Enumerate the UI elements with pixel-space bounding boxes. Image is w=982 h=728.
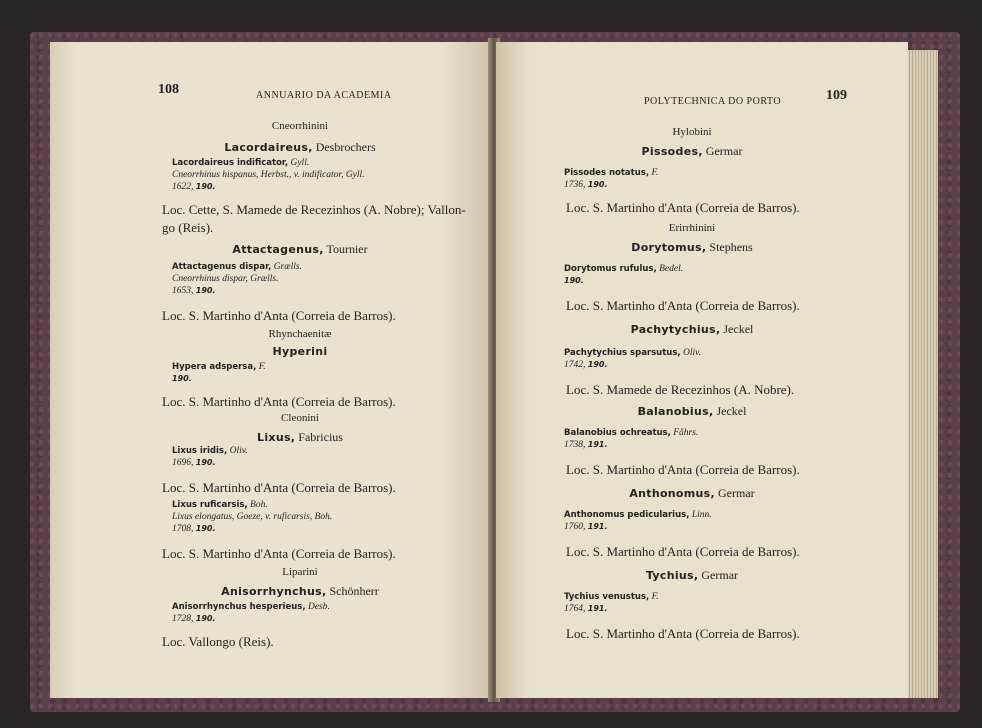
species-name: Anisorrhynchus hesperieus,: [172, 602, 306, 612]
tribe-heading: Erirrhinini: [668, 222, 716, 234]
locality-line: Loc. Cette, S. Mamede de Recezinhos (A. Nobre); Vallon-: [162, 202, 466, 217]
species-entry: [172, 614, 216, 624]
running-head: POLYTECHNICA DO PORTO: [644, 96, 782, 107]
species-entry: [564, 428, 698, 438]
genus-heading: [542, 322, 842, 337]
species-detail: Cneorrhinus dispar, Grælls.: [172, 274, 279, 284]
genus-name: Anthonomus,: [629, 487, 716, 500]
genus-heading: [542, 404, 842, 419]
locality-line: Loc. S. Martinho d'Anta (Correia de Barros).: [566, 626, 800, 641]
genus-name: Attactagenus,: [232, 243, 324, 256]
species-detail: Oliv.: [680, 348, 702, 358]
species-name: Pissodes notatus,: [564, 168, 650, 178]
genus-name: Anisorrhynchus,: [221, 585, 327, 598]
species-entry: [172, 182, 216, 192]
species-detail: Boh.: [247, 500, 268, 510]
species-entry: [564, 440, 608, 450]
catalogue-number: 190.: [195, 182, 216, 191]
catalogue-number: 191.: [587, 440, 608, 449]
genus-name: Lacordaireus,: [224, 141, 313, 154]
genus-author: Desbrochers: [312, 140, 376, 154]
species-detail: 1653,: [172, 286, 196, 296]
genus-heading: [150, 242, 450, 257]
locality-line: Loc. S. Martinho d'Anta (Correia de Barros).: [566, 200, 800, 215]
genus-heading: [150, 430, 450, 445]
catalogue-number: 190.: [195, 458, 216, 467]
species-entry: [172, 362, 266, 372]
species-entry: [172, 286, 216, 296]
species-detail: Desb.: [305, 602, 330, 612]
tribe-heading: Liparini: [282, 566, 318, 578]
species-entry: [564, 276, 584, 286]
genus-heading: [150, 140, 450, 155]
species-entry: [172, 170, 365, 180]
species-name: Lixus iridis,: [172, 446, 228, 456]
catalogue-number: 190.: [195, 614, 216, 623]
species-entry: [172, 446, 248, 456]
genus-author: Germar: [698, 568, 739, 582]
catalogue-number: 190.: [587, 180, 608, 189]
genus-heading: [150, 584, 450, 599]
genus-name: Hyperini: [272, 345, 328, 358]
species-entry: [564, 360, 608, 370]
genus-heading: [542, 568, 842, 583]
species-entry: [564, 522, 608, 532]
catalogue-number: 191.: [587, 604, 608, 613]
species-name: Balanobius ochreatus,: [564, 428, 671, 438]
species-detail: 1742,: [564, 360, 588, 370]
locality-line: Loc. S. Mamede de Recezinhos (A. Nobre).: [566, 382, 795, 397]
locality-line: Loc. S. Martinho d'Anta (Correia de Barros).: [162, 546, 396, 561]
species-detail: F.: [649, 592, 659, 602]
species-name: Attactagenus dispar,: [172, 262, 272, 272]
catalogue-number: 190.: [564, 276, 584, 285]
species-detail: Bedel.: [656, 264, 684, 274]
species-name: Pachytychius sparsutus,: [564, 348, 681, 358]
running-head: ANNUARIO DA ACADEMIA: [256, 90, 392, 101]
locality-line: Loc. S. Martinho d'Anta (Correia de Barros).: [566, 298, 800, 313]
species-detail: Fåhrs.: [670, 428, 699, 438]
genus-heading: [542, 144, 842, 159]
species-entry: [564, 592, 659, 602]
species-entry: [564, 180, 608, 190]
species-entry: [172, 602, 330, 612]
species-detail: 1708,: [172, 524, 196, 534]
species-name: Tychius venustus,: [564, 592, 650, 602]
locality-line: Loc. S. Martinho d'Anta (Correia de Barros).: [162, 394, 396, 409]
locality-line: Loc. S. Martinho d'Anta (Correia de Barros).: [162, 308, 396, 323]
catalogue-number: 190.: [195, 524, 216, 533]
genus-author: Jeckel: [713, 404, 747, 418]
species-entry: [172, 524, 216, 534]
species-detail: 1738,: [564, 440, 588, 450]
species-entry: [172, 274, 278, 284]
tribe-heading: Rhynchaenitæ: [268, 328, 332, 340]
genus-name: Pissodes,: [641, 145, 703, 158]
species-name: Lacordaireus indificator,: [172, 158, 289, 168]
species-entry: [564, 510, 712, 520]
species-detail: Gyll.: [288, 158, 310, 168]
species-entry: [172, 374, 192, 384]
tribe-heading: Cneorrhinini: [271, 120, 329, 132]
species-detail: Lixus elongatus, Goeze, v. ruficarsis, Boh.: [172, 512, 333, 522]
species-detail: 1760,: [564, 522, 588, 532]
species-entry: [564, 604, 608, 614]
species-detail: 1736,: [564, 180, 588, 190]
species-entry: [172, 458, 216, 468]
genus-name: Balanobius,: [637, 405, 714, 418]
locality-line: go (Reis).: [162, 220, 214, 235]
species-detail: Linn.: [689, 510, 712, 520]
genus-author: Fabricius: [295, 430, 343, 444]
catalogue-number: 190.: [587, 360, 608, 369]
page-number: 109: [826, 88, 847, 103]
species-detail: 1728,: [172, 614, 196, 624]
species-detail: F.: [649, 168, 659, 178]
locality-line: Loc. S. Martinho d'Anta (Correia de Barros).: [566, 544, 800, 559]
genus-author: Schönherr: [326, 584, 379, 598]
tribe-heading: Cleonini: [281, 412, 319, 424]
species-detail: Cneorrhinus hispanus, Herbst., v. indificator, Gyll.: [172, 170, 365, 180]
catalogue-number: 190.: [172, 374, 192, 383]
species-name: Dorytomus rufulus,: [564, 264, 657, 274]
genus-heading: [542, 240, 842, 255]
species-entry: [172, 158, 309, 168]
species-detail: F.: [256, 362, 266, 372]
species-entry: [564, 348, 701, 358]
page-number: 108: [158, 82, 179, 97]
genus-author: Jeckel: [720, 322, 754, 336]
catalogue-number: 191.: [587, 522, 608, 531]
species-entry: [172, 500, 268, 510]
genus-name: Pachytychius,: [630, 323, 721, 336]
species-entry: [564, 168, 658, 178]
genus-name: Dorytomus,: [631, 241, 707, 254]
species-detail: Oliv.: [227, 446, 248, 456]
genus-author: Germar: [702, 144, 743, 158]
species-detail: 1622,: [172, 182, 196, 192]
tribe-heading: Hylobini: [672, 126, 712, 138]
genus-name: Lixus,: [257, 431, 296, 444]
genus-author: Tournier: [323, 242, 368, 256]
genus-name: Tychius,: [645, 569, 699, 582]
species-detail: 1696,: [172, 458, 196, 468]
catalogue-number: 190.: [195, 286, 216, 295]
species-entry: [564, 264, 683, 274]
species-entry: [172, 512, 332, 522]
species-detail: 1764,: [564, 604, 588, 614]
locality-line: Loc. S. Martinho d'Anta (Correia de Barros).: [162, 480, 396, 495]
genus-heading: [542, 486, 842, 501]
species-name: Anthonomus pedicularius,: [564, 510, 690, 520]
species-detail: Grælls.: [271, 262, 302, 272]
right-page: [496, 42, 908, 698]
species-name: Hypera adspersa,: [172, 362, 257, 372]
locality-line: Loc. Vallongo (Reis).: [162, 634, 274, 649]
genus-author: Stephens: [706, 240, 753, 254]
genus-author: Germar: [715, 486, 755, 500]
genus-heading: [150, 344, 450, 359]
page-edges: [904, 50, 938, 698]
species-name: Lixus ruficarsis,: [172, 500, 248, 510]
species-entry: [172, 262, 302, 272]
locality-line: Loc. S. Martinho d'Anta (Correia de Barros).: [566, 462, 800, 477]
left-page: [50, 42, 492, 698]
